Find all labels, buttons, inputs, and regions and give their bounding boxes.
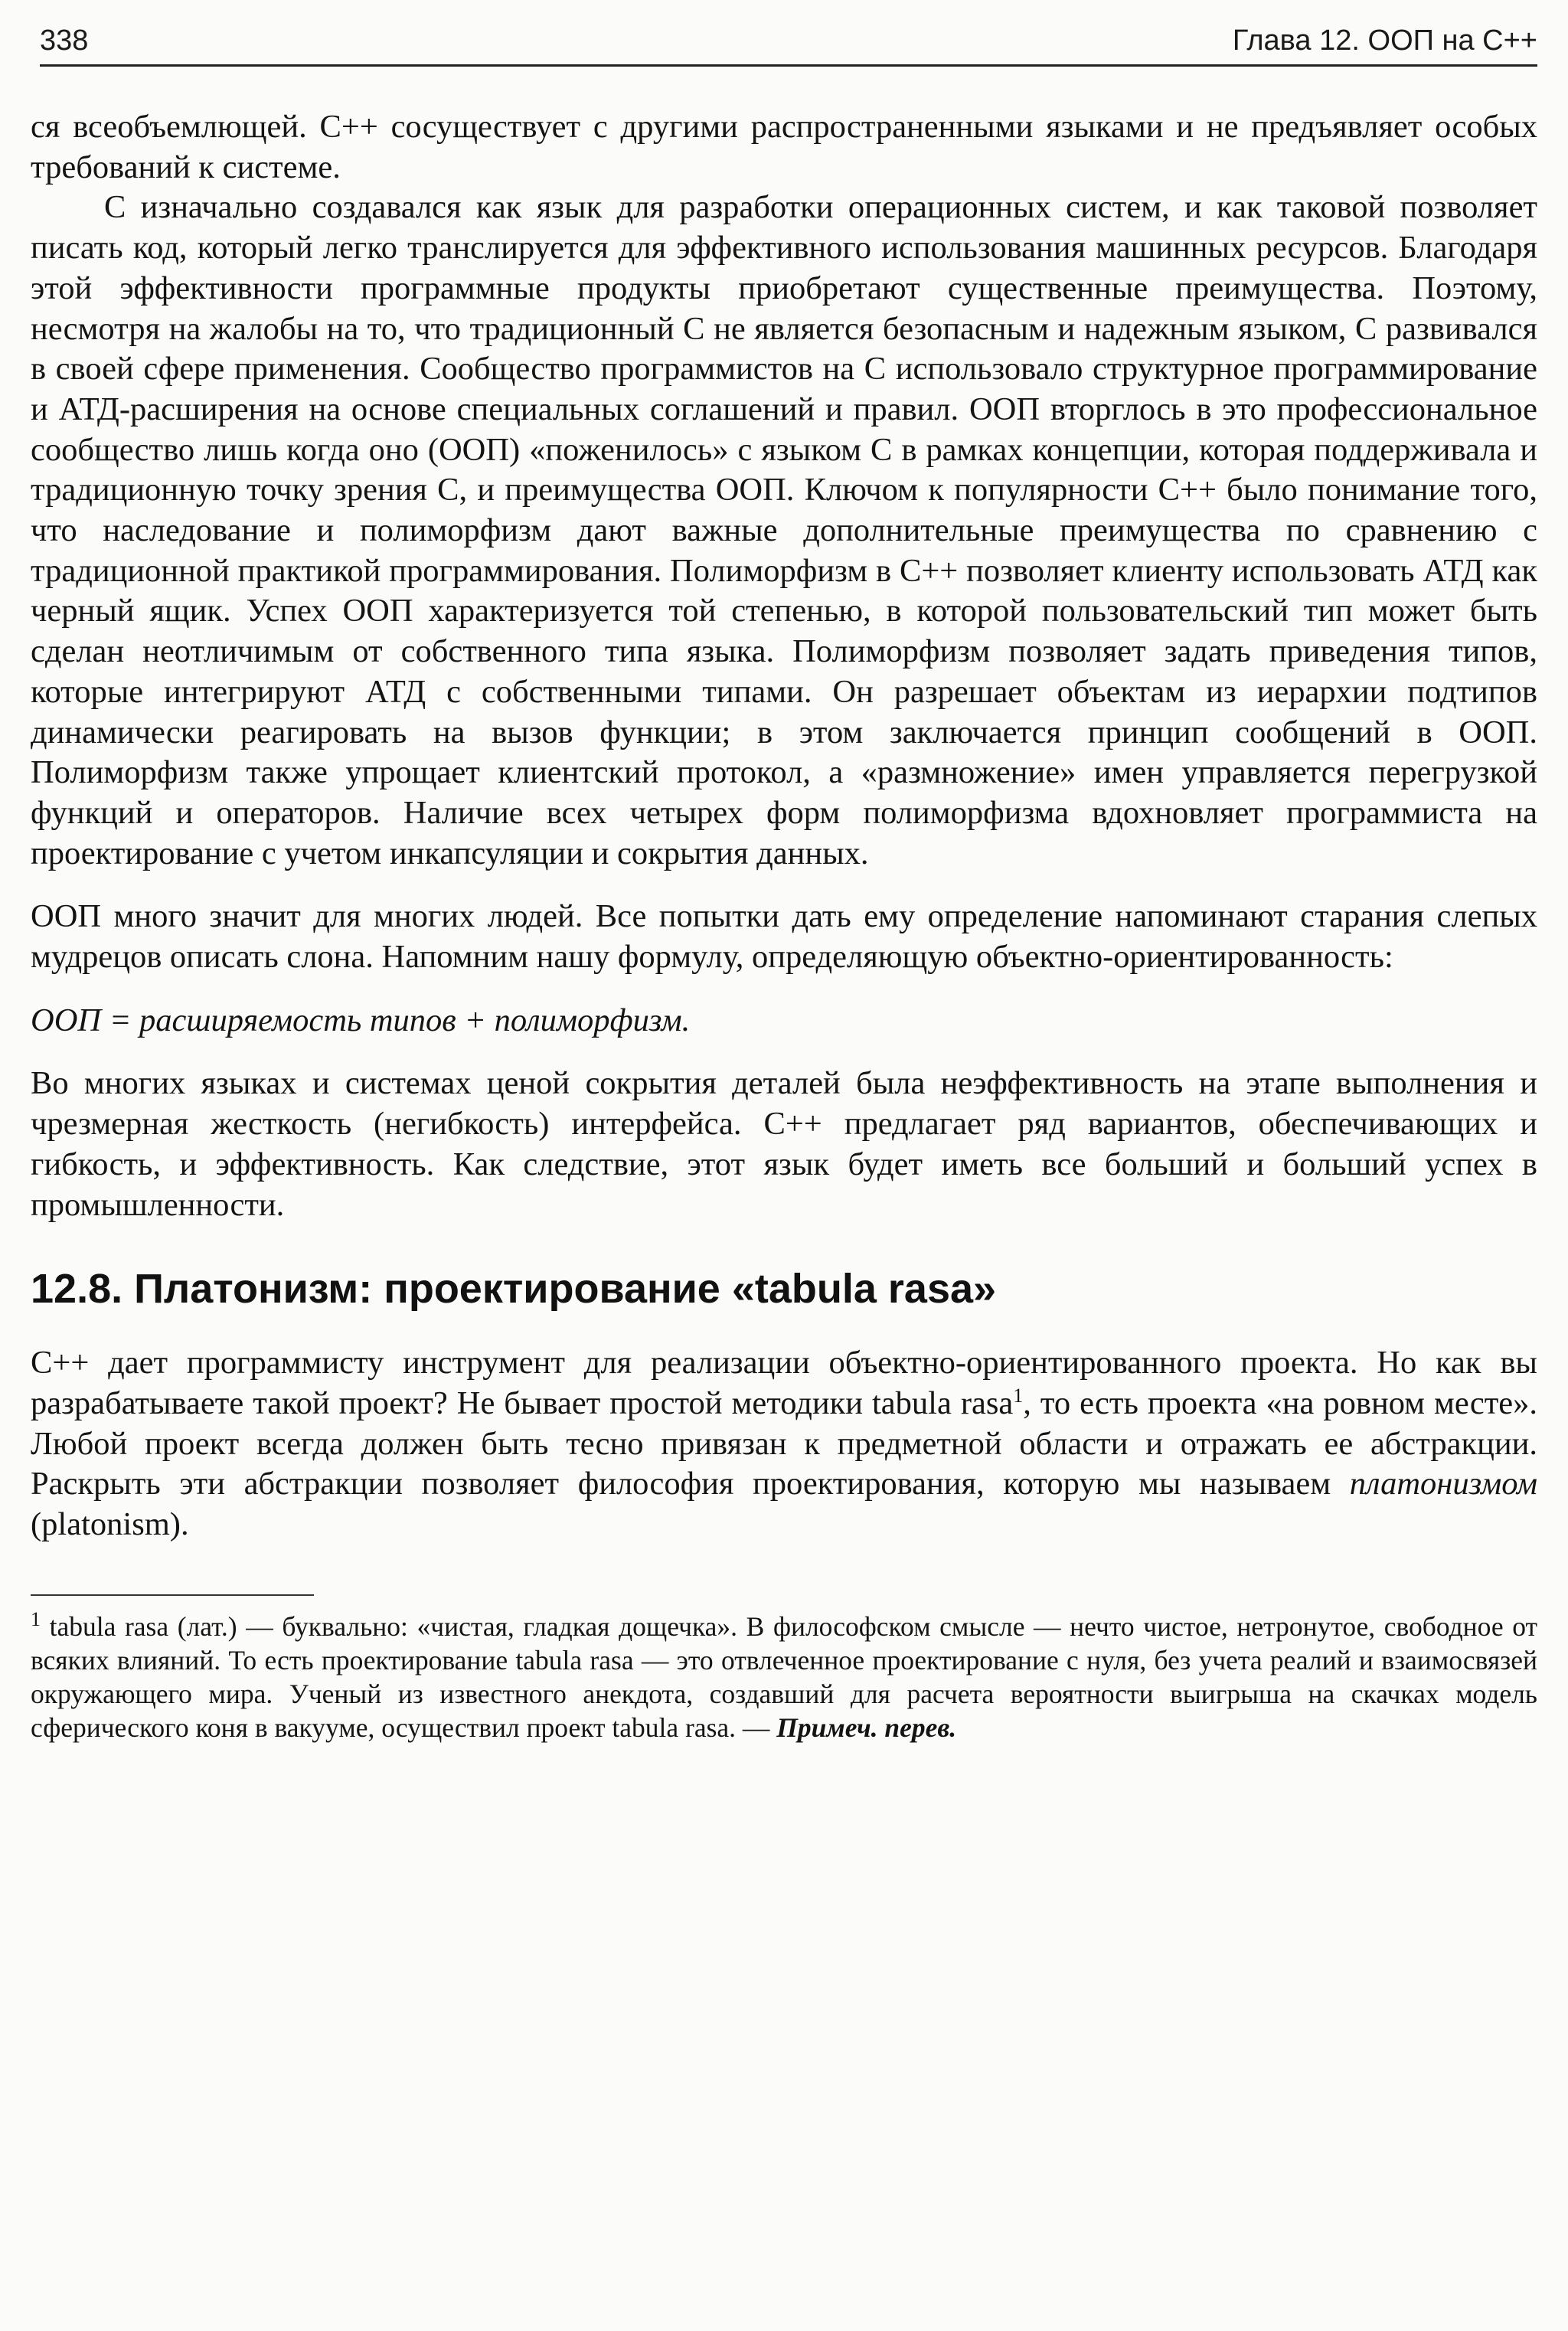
paragraph-c-history: С изначально создавался как язык для разработки операционных систем, и как таковой позволяет писать код, который легко транслируется для эффективного использования машинных ресурсов. Благодаря этой эффективности программные продукты приобретают существенные преимущества. Поэтому, несмотря на жалобы на то, что традиционный С не является безопасным и надежным языком, С развивался в своей сфере применения. Сообщество программистов на С использовало структурное программирование и АТД-расширения на основе специальных соглашений и правил. ООП вторглось в это профессиональное сообщество лишь когда оно (ООП) «поженилось» с языком С в рамках концепции, которая поддерживала и традиционную точку зрения С, и преимущества ООП. Ключом к популярности С++ было понимание того, что наследование и полиморфизм дают важные дополнительные преимущества по сравнению с традиционной практикой программирования. Полиморфизм в С++ позволяет клиенту использовать АТД как черный ящик. Успех ООП характеризуется той степенью, в которой пользовательский тип может быть сделан неотличимым от собственного типа языка. Полиморфизм позволяет задать приведения типов, которые интегрируют АТД с собственными типами. Он разрешает объектам из иерархии подтипов динамически реагировать на вызов функции; в этом заключается принцип сообщений в ООП. Полиморфизм также упрощает клиентский протокол, а «размножение» имен управляется перегрузкой функций и операторов. Наличие всех четырех форм полиморфизма вдохновляет программиста на проектирование с учетом инкапсуляции и сокрытия данных. bbox=[31, 189, 1537, 871]
footnote-marker: 1 bbox=[31, 1607, 41, 1630]
running-head bbox=[40, 17, 1537, 67]
emphasized-term: платонизмом bbox=[1349, 1466, 1537, 1502]
paragraph-efficiency: Во многих языках и системах ценой сокрытия деталей была неэффективность на этапе выполнения и чрезмерная жесткость (негибкость) интерфейса. С++ предлагает ряд вариантов, обеспечивающих и гибкость, и эффективность. Как следствие, этот язык будет иметь все больший и больший успех в промышленности. bbox=[31, 1065, 1537, 1223]
paragraph-gap bbox=[31, 874, 1537, 897]
paragraph-gap bbox=[31, 978, 1537, 1001]
footnote-gap bbox=[31, 1545, 1537, 1594]
footnote-gap bbox=[31, 1596, 1537, 1610]
footnote-text: tabula rasa (лат.) — буквально: «чистая, гладкая дощечка». В философском смысле — нечто чистое, нетронутое, свободное от всяких влияний. То есть проектирование tabula rasa — это отвлеченное проектирование с нуля, без учета реалий и взаимосвязей окружающего мира. Ученый из известного анекдота, создавший для расчета вероятности выигрыша на скачках модель сферического коня в вакууме, осуществил проект tabula rasa. — bbox=[31, 1610, 1537, 1743]
chapter-title: Глава 12. ООП на С++ bbox=[1232, 25, 1537, 57]
section-gap bbox=[31, 1316, 1537, 1343]
translator-note: Примеч. перев. bbox=[776, 1711, 957, 1743]
footnote bbox=[31, 1607, 1537, 1744]
paragraph-continuation: ся всеобъемлющей. С++ сосуществует с другими распространенными языками и не предъявляет особых требований к системе. bbox=[31, 109, 1537, 185]
paragraph-text: , то есть проекта «на ровном месте». Любой проект всегда должен быть тесно привязан к предметной области и отражать ее абстракции. Раскрыть эти абстракции позволяет философия проектирования, которую мы называем bbox=[31, 1385, 1538, 1502]
paragraph-text: С++ дает программисту инструмент для реализации объектно-ориентированного проекта. Но как вы разрабатываете такой проект? Не бывает простой методики tabula rasa bbox=[31, 1345, 1537, 1421]
section-heading: 12.8. Платонизм: проектирование «tabula rasa» bbox=[31, 1266, 997, 1313]
oop-formula: ООП = расширяемость типов + полиморфизм. bbox=[31, 1002, 691, 1038]
paragraph-tabula-rasa bbox=[31, 1343, 1537, 1545]
section-gap bbox=[31, 1225, 1537, 1262]
paragraph-gap bbox=[31, 1041, 1537, 1064]
paragraph-oop-meaning: ООП много значит для многих людей. Все попытки дать ему определение напоминают старания слепых мудрецов описать слона. Напомним нашу формулу, определяющую объектно-ориентированность: bbox=[31, 898, 1537, 976]
paragraph-text: (platonism). bbox=[31, 1506, 189, 1543]
footnote-reference: 1 bbox=[1013, 1384, 1024, 1407]
page-number: 338 bbox=[40, 25, 89, 57]
page-body bbox=[31, 107, 1537, 1744]
